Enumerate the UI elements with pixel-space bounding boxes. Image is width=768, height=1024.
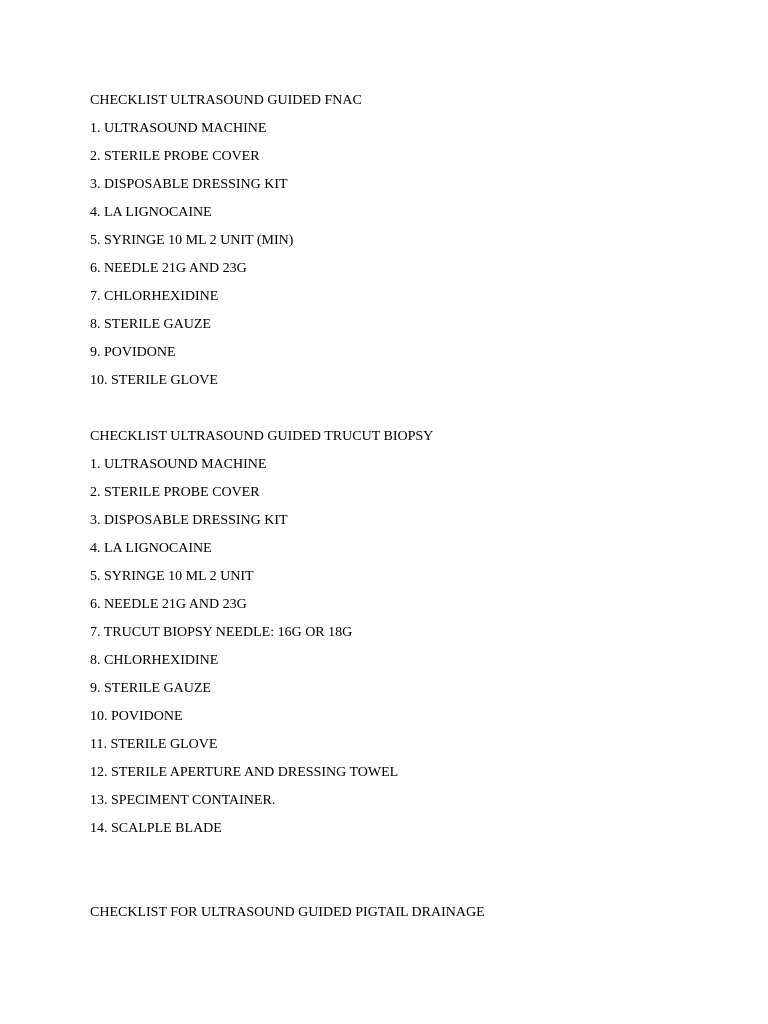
list-item: 2. STERILE PROBE COVER <box>90 149 260 164</box>
list-item: 5. SYRINGE 10 ML 2 UNIT (MIN) <box>90 233 294 248</box>
list-item: 10. STERILE GLOVE <box>90 373 218 388</box>
section-heading: CHECKLIST ULTRASOUND GUIDED TRUCUT BIOPSY <box>90 429 434 444</box>
list-item: 6. NEEDLE 21G AND 23G <box>90 261 247 276</box>
list-item: 4. LA LIGNOCAINE <box>90 205 212 220</box>
list-item: 8. CHLORHEXIDINE <box>90 653 219 668</box>
list-item: 14. SCALPLE BLADE <box>90 821 222 836</box>
list-item: 7. CHLORHEXIDINE <box>90 289 219 304</box>
list-item: 4. LA LIGNOCAINE <box>90 541 212 556</box>
list-item: 3. DISPOSABLE DRESSING KIT <box>90 177 288 192</box>
list-item: 3. DISPOSABLE DRESSING KIT <box>90 513 288 528</box>
section-heading: CHECKLIST FOR ULTRASOUND GUIDED PIGTAIL DRAINAGE <box>90 905 485 920</box>
list-item: 9. STERILE GAUZE <box>90 681 211 696</box>
list-item: 1. ULTRASOUND MACHINE <box>90 457 267 472</box>
list-item: 12. STERILE APERTURE AND DRESSING TOWEL <box>90 765 399 780</box>
list-item: 13. SPECIMENT CONTAINER. <box>90 793 276 808</box>
list-item: 6. NEEDLE 21G AND 23G <box>90 597 247 612</box>
list-item: 9. POVIDONE <box>90 345 176 360</box>
section-heading: CHECKLIST ULTRASOUND GUIDED FNAC <box>90 93 362 108</box>
list-item: 5. SYRINGE 10 ML 2 UNIT <box>90 569 254 584</box>
list-item: 7. TRUCUT BIOPSY NEEDLE: 16G OR 18G <box>90 625 353 640</box>
list-item: 1. ULTRASOUND MACHINE <box>90 121 267 136</box>
list-item: 10. POVIDONE <box>90 709 183 724</box>
list-item: 8. STERILE GAUZE <box>90 317 211 332</box>
list-item: 11. STERILE GLOVE <box>90 737 218 752</box>
list-item: 2. STERILE PROBE COVER <box>90 485 260 500</box>
